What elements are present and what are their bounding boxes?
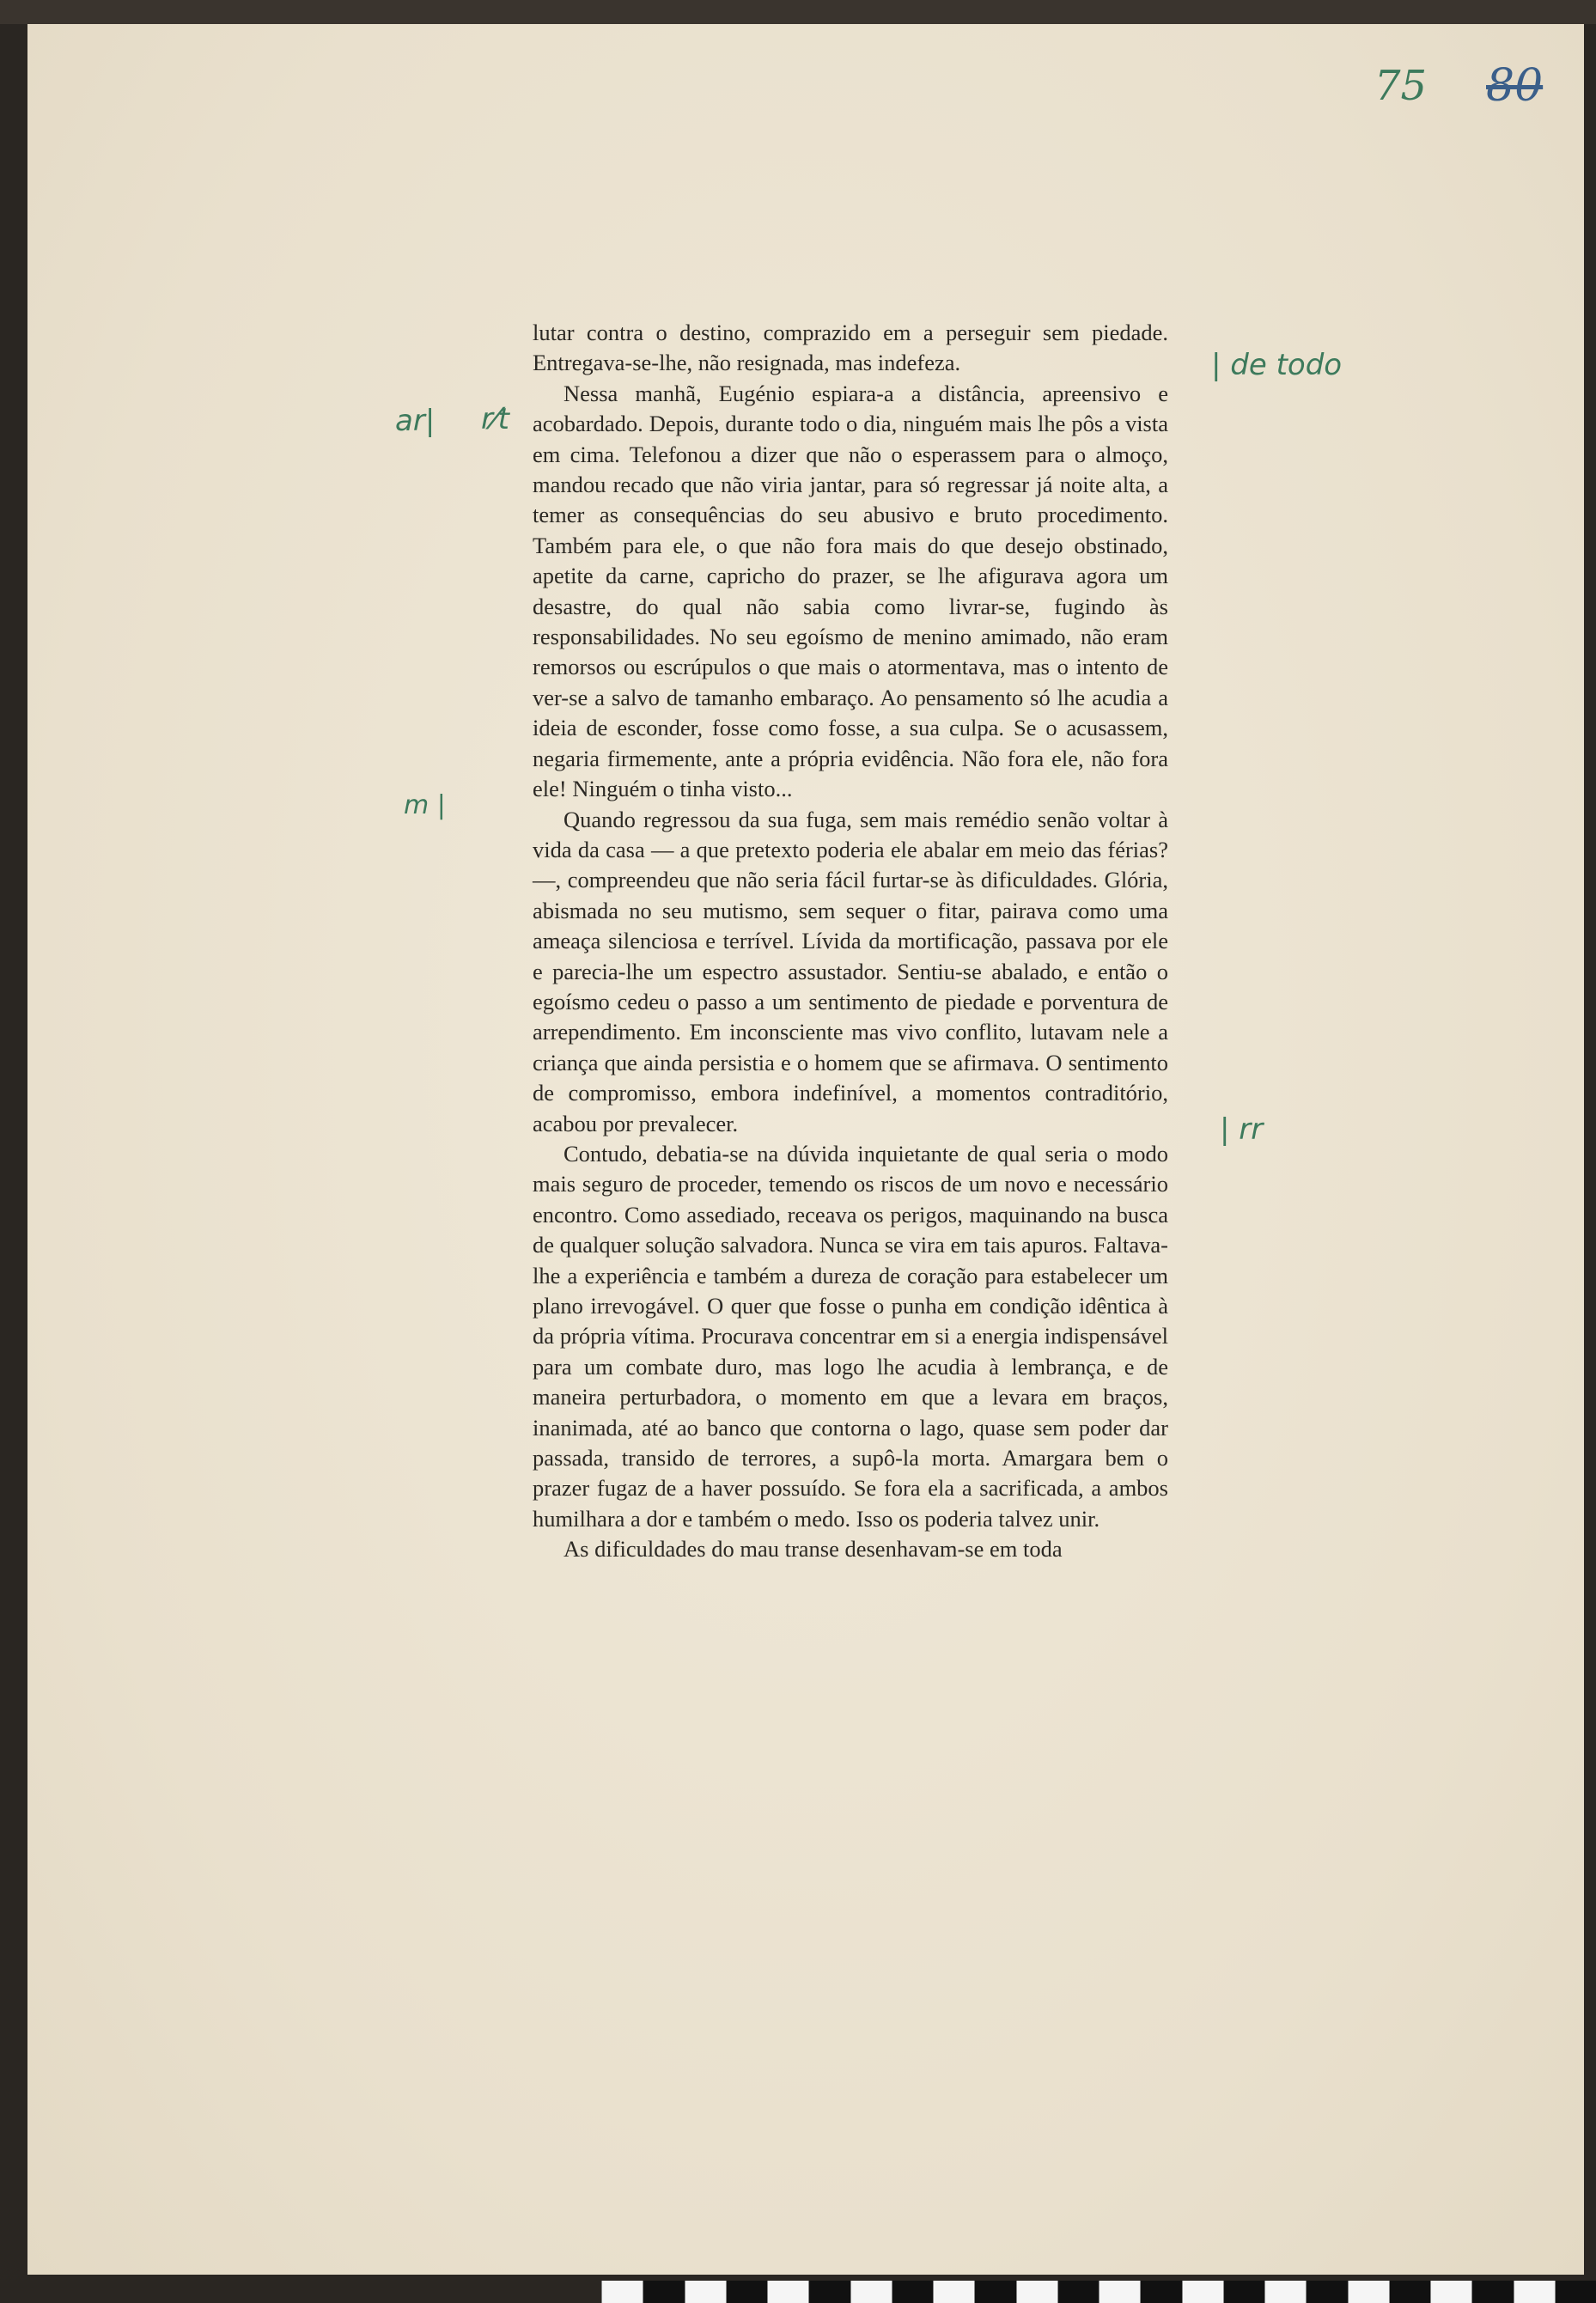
margin-note-left-1: ar| — [395, 404, 436, 438]
margin-note-right-2: | rr — [1220, 1112, 1264, 1147]
paragraph-1: lutar contra o destino, comprazido em a perseguir sem piedade. Entregava-se-lhe, não resignada, mas indefeza. — [533, 320, 1168, 376]
paragraph-3: Quando regressou da sua fuga, sem mais remédio senão voltar à vida da casa — a que pretexto poderia ele abalar em meio das férias? —, compreendeu que não seria fácil furtar-se às dificuldades. Glória, abismada no seu mutismo, sem sequer o fitar, pairava como uma ameaça silenciosa e terrível. Lívida da mortificação, passava por ele e parecia-lhe um espectro assustador. Sentiu-se abalado, e então o egoísmo cedeu o passo a um sentimento de piedade e porventura de arrependimento. Em inconsciente mas vivo conflito, lutavam nele a criança que ainda persistia e o homem que se afirmava. O sentimento de compromisso, embora indefinível, a momentos contraditório, acabou por prevalecer. — [533, 806, 1168, 1136]
paragraph-2: Nessa manhã, Eugénio espiara-a a distância, apreensivo e acobardado. Depois, durante todo o dia, ninguém mais lhe pôs a vista em cima. Telefonou a dizer que não o esperassem para o almoço, mandou recado que não viria jantar, para só regressar já noite alta, a temer as consequências do seu abusivo e bruto procedimento. Também para ele, o que não fora mais do que desejo obstinado, apetite da carne, capricho do prazer, se lhe afigurava agora um desastre, do qual não sabia como livrar-se, fugindo às responsabilidades. No seu egoísmo de menino amimado, não eram remorsos ou escrúpulos o que mais o atormentava, mas o intento de ver-se a salvo de tamanho embaraço. Ao pensamento só lhe acudia a ideia de esconder, fosse como fosse, a sua culpa. Se o acusassem, negaria firmemente, ante a própria evidência. Não fora ele, não fora ele! Ninguém o tinha visto... — [533, 380, 1168, 802]
folio-number-struck: 80 — [1486, 60, 1544, 112]
margin-note-left-2: r⁄t — [481, 402, 509, 436]
scan-border — [0, 0, 1596, 24]
paragraph-4: Contudo, debatia-se na dúvida inquietante de qual seria o modo mais seguro de proceder, temendo os riscos de um novo e necessário encontro. Como assediado, receava os perigos, maquinando na busca de qualquer solução salvadora. Nunca se vira em tais apuros. Faltava-lhe a experiência e também a dureza de coração para estabelecer um plano irrevogável. O quer que fosse o punha em condição idêntica à da própria vítima. Procurava concentrar em si a energia indispensável para um combate duro, mas logo lhe acudia à lembrança, e de maneira perturbadora, o momento em que a levara em braços, inanimada, até ao banco que contorna o lago, quase sem poder dar passada, transido de terrores, a supô-la morta. Amargara bem o prazer fugaz de a haver possuído. Se fora ela a sacrificada, a ambos humilhara a dor e também o medo. Isso os poderia talvez unir. — [533, 1140, 1168, 1532]
folio-number: 75 — [1374, 62, 1428, 110]
margin-note-top-right: | de todo — [1211, 348, 1343, 382]
body-text — [533, 318, 1168, 1565]
margin-note-left-3: m | — [404, 790, 446, 820]
scale-ruler — [601, 2281, 1596, 2303]
paragraph-5: As dificuldades do mau transe desenhavam-se em toda — [563, 1536, 1063, 1563]
